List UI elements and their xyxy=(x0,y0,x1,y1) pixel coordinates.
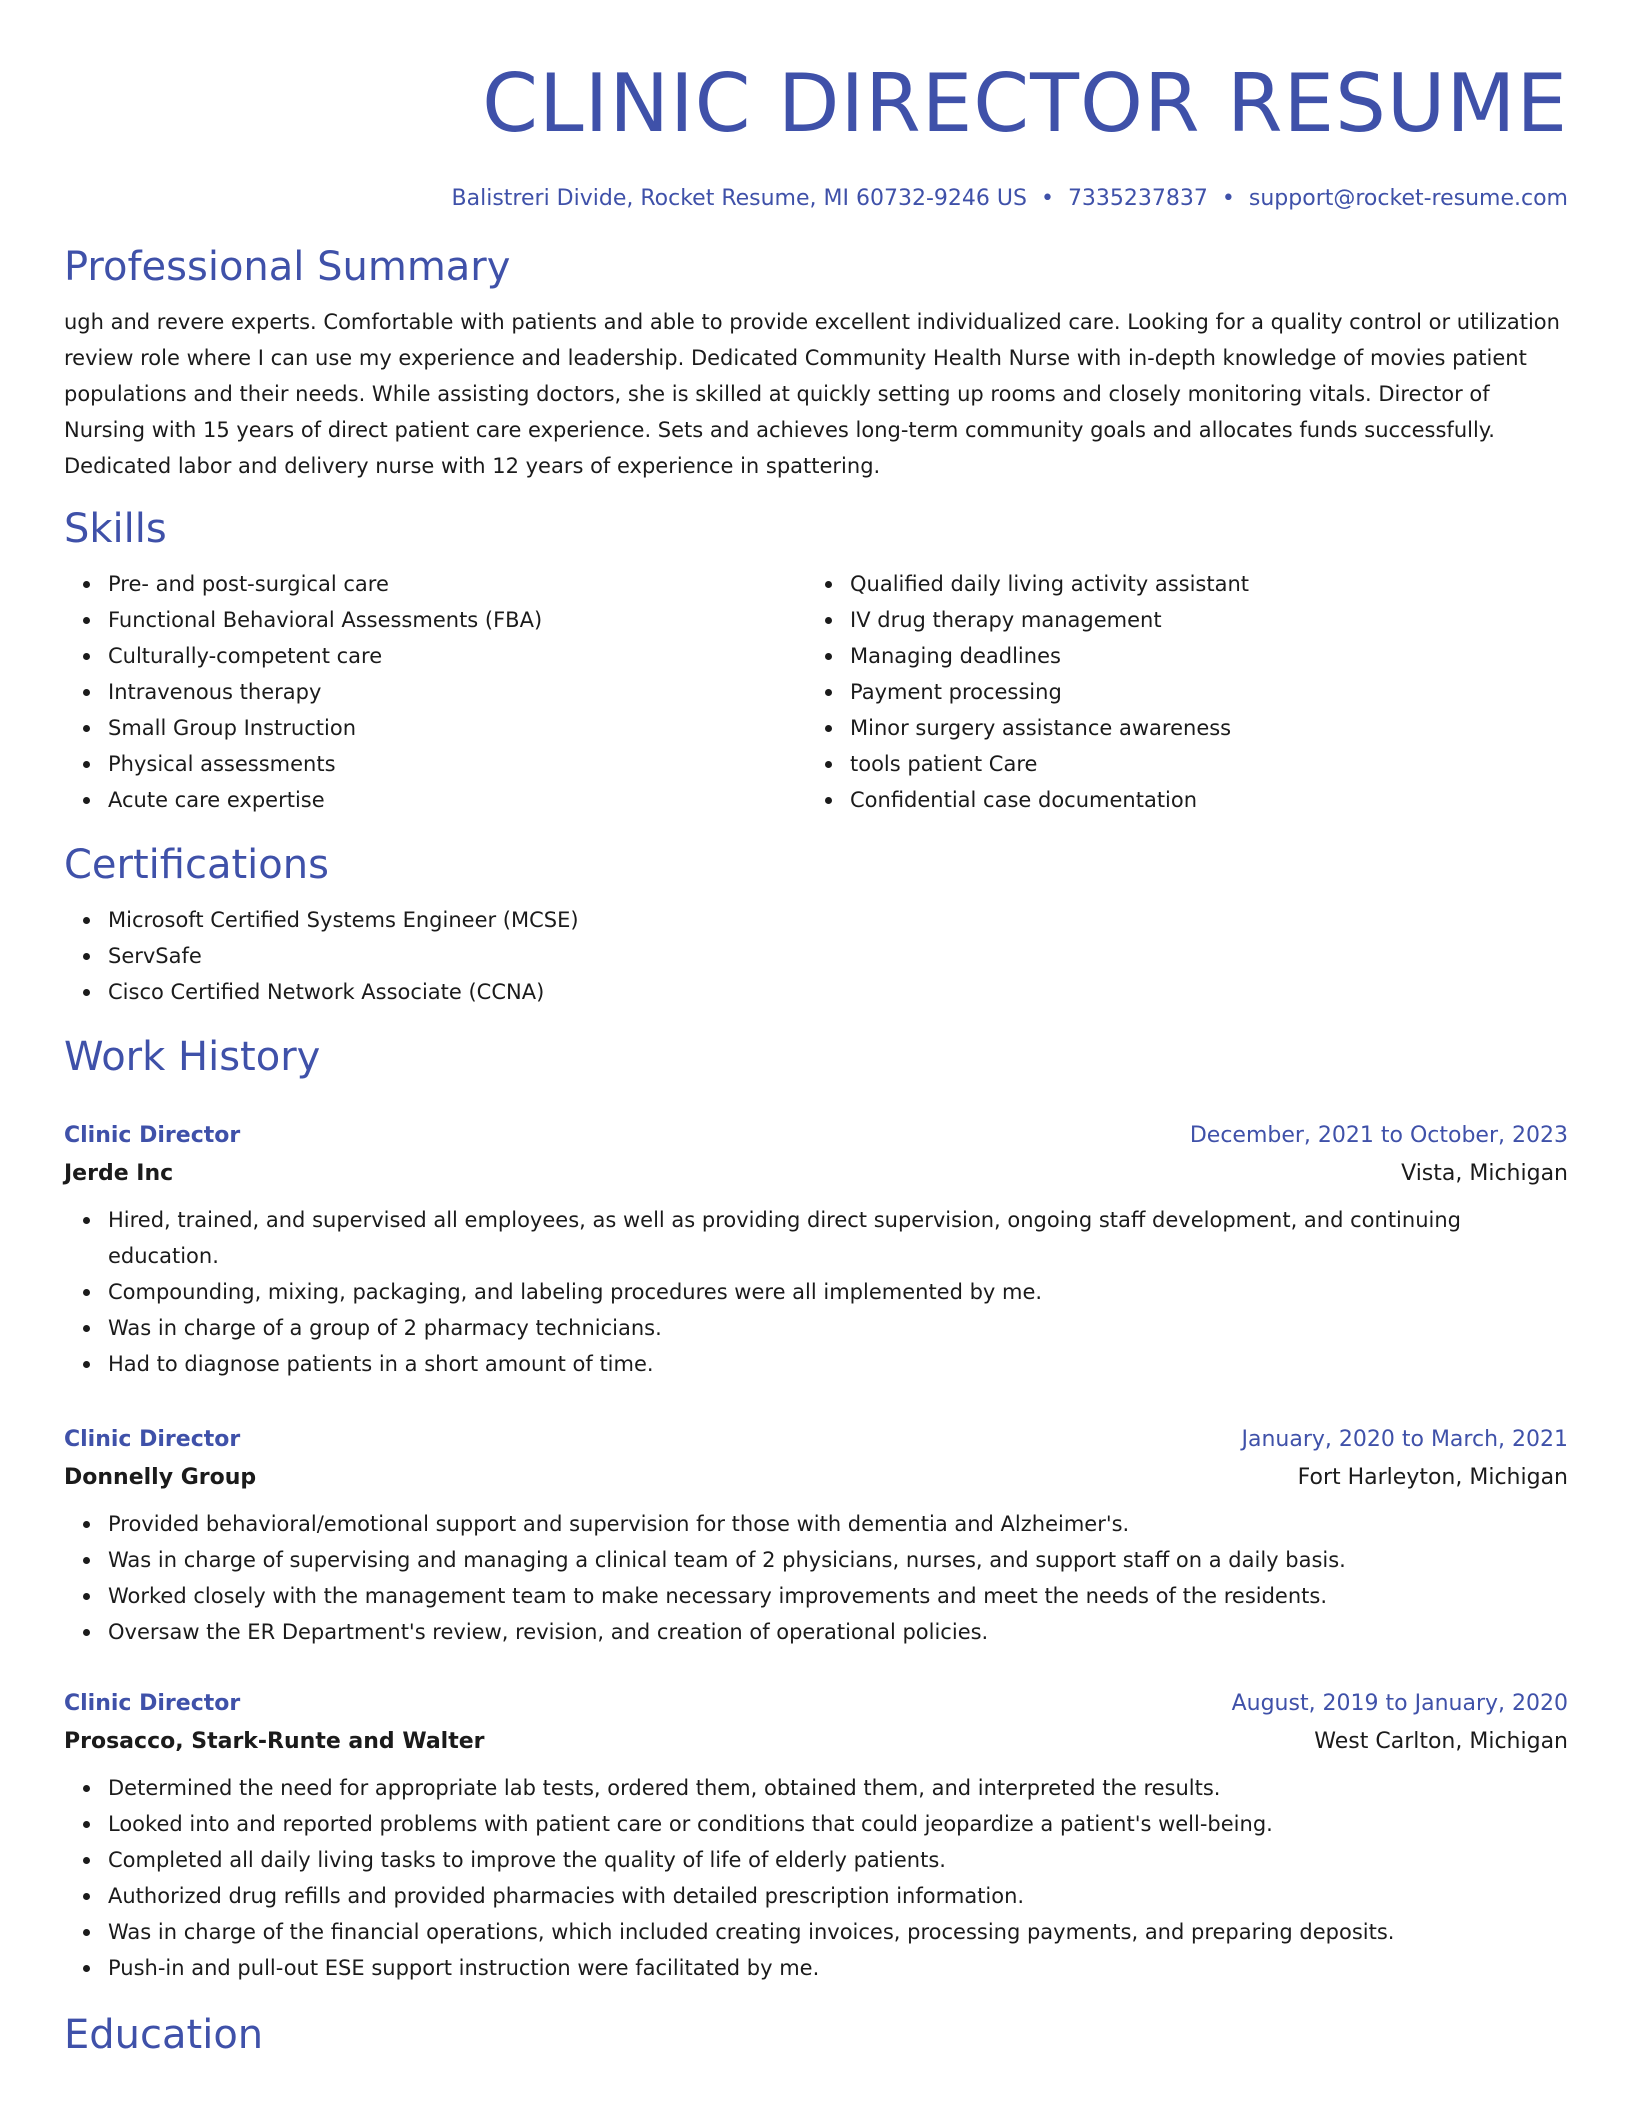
job-header-row xyxy=(64,1686,1568,1722)
job-bullet: Worked closely with the management team to make necessary improvements and meet the needs of the residents. xyxy=(108,1578,1568,1614)
contact-line xyxy=(64,184,1568,214)
job-dates: January, 2020 to March, 2021 xyxy=(1241,1427,1568,1452)
job-bullet-list xyxy=(64,1506,1568,1650)
skill-item: Functional Behavioral Assessments (FBA) xyxy=(108,602,806,638)
skill-item: Acute care expertise xyxy=(108,782,806,818)
job-list xyxy=(64,1118,1568,1986)
certifications-heading: Certifications xyxy=(64,842,329,888)
summary-section xyxy=(64,242,1568,484)
job-bullet: Was in charge of a group of 2 pharmacy technicians. xyxy=(108,1310,1568,1346)
skill-item: Pre- and post-surgical care xyxy=(108,566,806,602)
skills-grid xyxy=(64,566,1568,818)
skills-heading: Skills xyxy=(64,506,167,552)
contact-address: Balistreri Divide, Rocket Resume, MI 60732-9246 US xyxy=(451,186,1027,211)
job-bullet-list xyxy=(64,1770,1568,1986)
skill-item: Physical assessments xyxy=(108,746,806,782)
job-entry xyxy=(64,1422,1568,1650)
skills-list-right xyxy=(806,566,1548,818)
contact-separator: • xyxy=(1221,186,1235,211)
job-bullet: Looked into and reported problems with patient care or conditions that could jeopardize a patient's well-being. xyxy=(108,1806,1568,1842)
skill-item: Managing deadlines xyxy=(850,638,1548,674)
summary-text: ugh and revere experts. Comfortable with patients and able to provide excellent individualized care. Looking for a quality control or utilization review role where I can use my experience and leadership. Dedicated Community Health Nurse with in-depth knowledge of movies patient populations and their needs. While assisting doctors, she is skilled at quickly setting up rooms and closely monitoring vitals. Director of Nursing with 15 years of direct patient care experience. Sets and achieves long-term community goals and allocates funds successfully. Dedicated labor and delivery nurse with 12 years of experience in spattering. xyxy=(64,310,1560,478)
job-header-row xyxy=(64,1118,1568,1154)
job-bullet: Provided behavioral/emotional support and supervision for those with dementia and Alzheimer's. xyxy=(108,1506,1568,1542)
skill-item: Qualified daily living activity assistant xyxy=(850,566,1548,602)
certifications-section xyxy=(64,840,1568,1010)
resume-title: CLINIC DIRECTOR RESUME xyxy=(482,57,1568,150)
skill-item: IV drug therapy management xyxy=(850,602,1548,638)
job-bullet: Hired, trained, and supervised all employees, as well as providing direct supervision, ongoing staff development, and continuing education. xyxy=(108,1202,1568,1274)
job-bullet-list xyxy=(64,1202,1568,1382)
resume-header xyxy=(64,0,1568,214)
skill-item: Minor surgery assistance awareness xyxy=(850,710,1548,746)
contact-separator: • xyxy=(1040,186,1054,211)
skills-column-right xyxy=(806,566,1548,818)
certification-item: ServSafe xyxy=(108,938,1568,974)
job-company-row xyxy=(64,1458,1568,1498)
skill-item: Small Group Instruction xyxy=(108,710,806,746)
job-bullet: Oversaw the ER Department's review, revision, and creation of operational policies. xyxy=(108,1614,1568,1650)
job-entry xyxy=(64,1118,1568,1382)
job-bullet: Determined the need for appropriate lab tests, ordered them, obtained them, and interpreted the results. xyxy=(108,1770,1568,1806)
education-section xyxy=(64,2010,1568,2060)
job-company-row xyxy=(64,1722,1568,1762)
skill-item: Culturally-competent care xyxy=(108,638,806,674)
job-title: Clinic Director xyxy=(64,1691,241,1716)
job-location: Fort Harleyton, Michigan xyxy=(1297,1465,1568,1490)
education-heading: Education xyxy=(64,2012,264,2058)
skills-column-left xyxy=(64,566,806,818)
job-bullet: Push-in and pull-out ESE support instruction were facilitated by me. xyxy=(108,1950,1568,1986)
certifications-list xyxy=(64,902,1568,1010)
skills-section xyxy=(64,504,1568,818)
skills-list-left xyxy=(64,566,806,818)
summary-heading: Professional Summary xyxy=(64,244,511,290)
job-dates: August, 2019 to January, 2020 xyxy=(1231,1691,1568,1716)
skill-item: tools patient Care xyxy=(850,746,1548,782)
resume-page xyxy=(64,0,1568,2060)
job-location: West Carlton, Michigan xyxy=(1314,1729,1568,1754)
job-company: Donnelly Group xyxy=(64,1465,257,1490)
skill-item: Payment processing xyxy=(850,674,1548,710)
certification-item: Cisco Certified Network Associate (CCNA) xyxy=(108,974,1568,1010)
contact-phone[interactable]: 7335237837 xyxy=(1067,186,1208,211)
job-company: Prosacco, Stark-Runte and Walter xyxy=(64,1729,485,1754)
job-bullet: Completed all daily living tasks to improve the quality of life of elderly patients. xyxy=(108,1842,1568,1878)
job-location: Vista, Michigan xyxy=(1401,1161,1568,1186)
work-history-section xyxy=(64,1032,1568,1986)
skill-item: Intravenous therapy xyxy=(108,674,806,710)
job-bullet: Compounding, mixing, packaging, and labeling procedures were all implemented by me. xyxy=(108,1274,1568,1310)
job-company-row xyxy=(64,1154,1568,1194)
job-dates: December, 2021 to October, 2023 xyxy=(1189,1123,1568,1148)
contact-email[interactable]: support@rocket-resume.com xyxy=(1248,186,1568,211)
job-title: Clinic Director xyxy=(64,1427,241,1452)
certification-item: Microsoft Certified Systems Engineer (MCSE) xyxy=(108,902,1568,938)
job-entry xyxy=(64,1686,1568,1986)
job-company: Jerde Inc xyxy=(64,1161,174,1186)
job-bullet: Authorized drug refills and provided pharmacies with detailed prescription information. xyxy=(108,1878,1568,1914)
job-bullet: Had to diagnose patients in a short amount of time. xyxy=(108,1346,1568,1382)
job-title: Clinic Director xyxy=(64,1123,241,1148)
job-bullet: Was in charge of supervising and managing a clinical team of 2 physicians, nurses, and support staff on a daily basis. xyxy=(108,1542,1568,1578)
skill-item: Confidential case documentation xyxy=(850,782,1548,818)
job-bullet: Was in charge of the financial operations, which included creating invoices, processing payments, and preparing deposits. xyxy=(108,1914,1568,1950)
work-history-heading: Work History xyxy=(64,1034,321,1080)
job-header-row xyxy=(64,1422,1568,1458)
